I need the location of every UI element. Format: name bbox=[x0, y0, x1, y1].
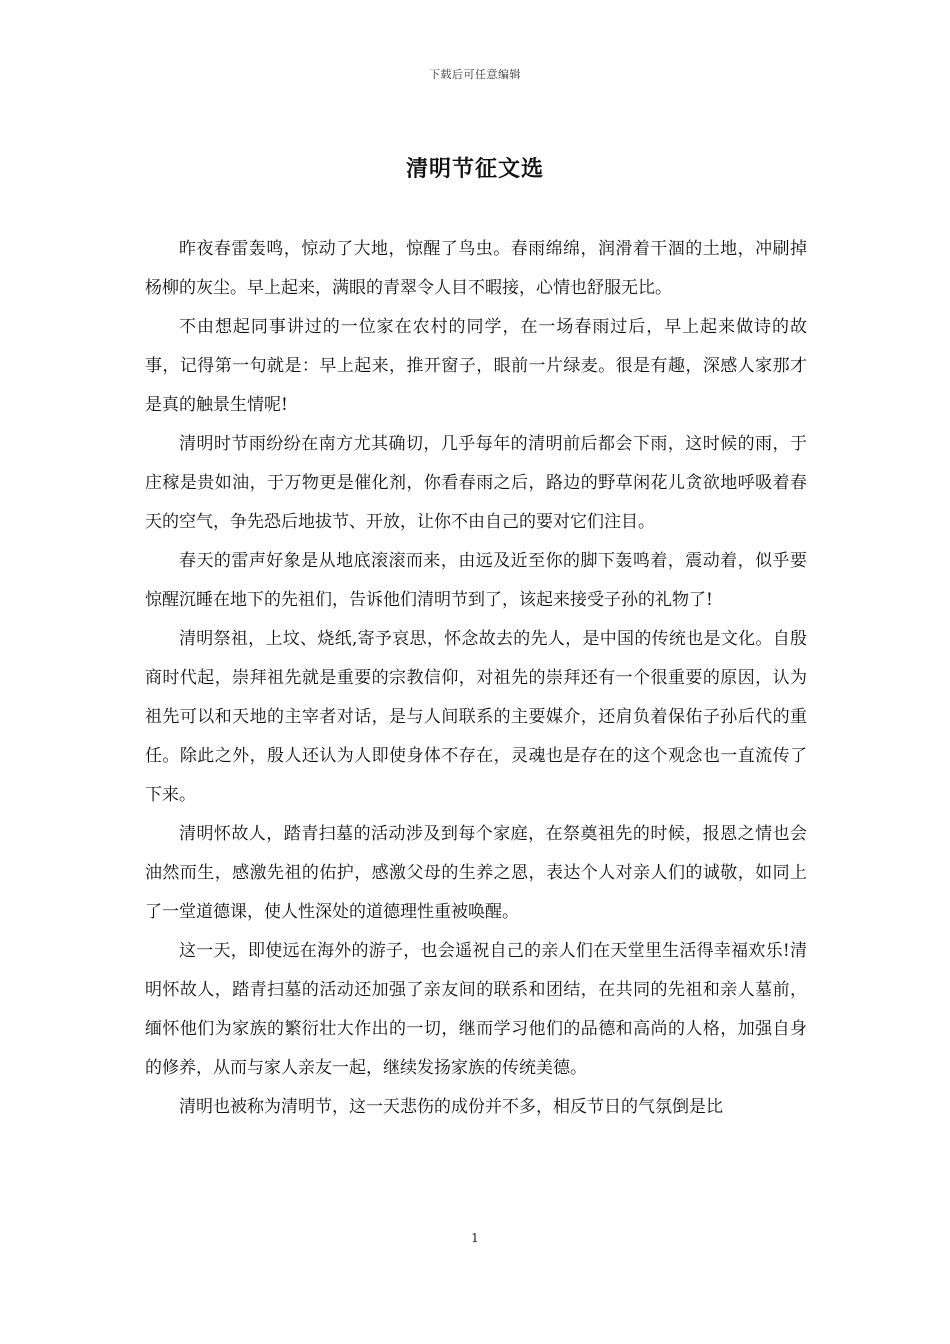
document-body bbox=[145, 230, 807, 1127]
paragraph: 昨夜春雷轰鸣，惊动了大地，惊醒了鸟虫。春雨绵绵，润滑着干涸的土地，冲刷掉杨柳的灰尘。早上起来，满眼的青翠令人目不暇接，心情也舒服无比。 bbox=[145, 239, 807, 298]
paragraph: 清明怀故人，踏青扫墓的活动涉及到每个家庭，在祭奠祖先的时候，报恩之情也会油然而生，感激先祖的佑护，感激父母的生养之恩，表达个人对亲人们的诚敬，如同上了一堂道德课，使人性深处的道德理性重被唤醒。 bbox=[145, 824, 807, 922]
paragraph: 清明祭祖，上坟、烧纸,寄予哀思，怀念故去的先人，是中国的传统也是文化。自殷商时代起，崇拜祖先就是重要的宗教信仰，对祖先的崇拜还有一个很重要的原因，认为祖先可以和天地的主宰者对话，是与人间联系的主要媒介，还肩负着保佑子孙后代的重任。除此之外，殷人还认为人即使身体不存在，灵魂也是存在的这个观念也一直流传了下来。 bbox=[145, 629, 807, 805]
page-header: 下载后可任意编辑 bbox=[429, 68, 521, 81]
paragraph: 清明时节雨纷纷在南方尤其确切，几乎每年的清明前后都会下雨，这时候的雨，于庄稼是贵如油，于万物更是催化剂，你看春雨之后，路边的野草闲花儿贪欲地呼吸着春天的空气，争先恐后地拔节、开放，让你不由自己的要对它们注目。 bbox=[145, 434, 807, 532]
paragraph: 清明也被称为清明节，这一天悲伤的成份并不多，相反节日的气氛倒是比 bbox=[179, 1097, 723, 1117]
page-number: 1 bbox=[471, 1231, 479, 1245]
paragraph: 不由想起同事讲过的一位家在农村的同学，在一场春雨过后，早上起来做诗的故事，记得第一句就是：早上起来，推开窗子，眼前一片绿麦。很是有趣，深感人家那才是真的触景生情呢! bbox=[145, 317, 807, 415]
document-title: 清明节征文选 bbox=[405, 156, 544, 182]
paragraph: 春天的雷声好象是从地底滚滚而来，由远及近至你的脚下轰鸣着，震动着，似乎要惊醒沉睡在地下的先祖们，告诉他们清明节到了，该起来接受子孙的礼物了! bbox=[145, 551, 807, 610]
paragraph: 这一天，即使远在海外的游子，也会遥祝自己的亲人们在天堂里生活得幸福欢乐!清明怀故人，踏青扫墓的活动还加强了亲友间的联系和团结，在共同的先祖和亲人墓前，缅怀他们为家族的繁衍壮大作出的一切，继而学习他们的品德和高尚的人格，加强自身的修养，从而与家人亲友一起，继续发扬家族的传统美德。 bbox=[145, 941, 807, 1078]
